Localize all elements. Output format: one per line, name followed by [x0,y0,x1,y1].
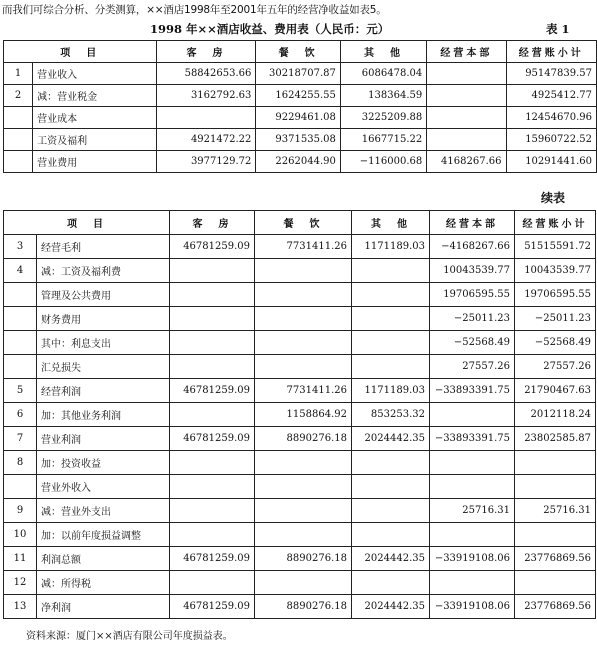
value-cell [255,307,352,331]
table-row [4,379,596,403]
value-cell: −33893391.75 [430,427,515,451]
column-header: 其 他 [340,41,426,63]
value-cell: −25011.23 [430,307,515,331]
value-cell: 46781259.09 [170,547,255,571]
table-row [4,547,596,571]
row-item-label: 营业成本 [33,107,156,129]
column-header: 项 目 [4,41,157,63]
value-cell [170,355,255,379]
value-cell: 3977129.72 [156,151,256,173]
table2-label: 续表 [541,191,566,205]
table-row [4,523,596,547]
value-cell: −52568.49 [515,331,596,355]
value-cell [170,451,255,475]
value-cell [515,523,596,547]
value-cell: 2024442.35 [352,547,430,571]
value-cell [515,475,596,499]
row-number: 2 [4,85,33,107]
row-item-label: 其中：利息支出 [37,331,170,355]
value-cell [170,571,255,595]
table-header-row [4,211,596,235]
row-number: 7 [4,427,37,451]
table-row [4,427,596,451]
row-number: 1 [4,63,33,85]
value-cell [352,259,430,283]
value-cell: 1158864.92 [255,403,352,427]
row-number: 12 [4,571,37,595]
table-row [4,451,596,475]
row-number [4,129,33,151]
table-row [4,403,596,427]
value-cell [255,571,352,595]
table-row [4,107,597,129]
table-row [4,283,596,307]
row-number: 3 [4,235,37,259]
table-row [4,63,597,85]
table-row [4,259,596,283]
value-cell: 1667715.22 [340,129,426,151]
value-cell: 10043539.77 [430,259,515,283]
row-number [4,151,33,173]
value-cell [170,523,255,547]
revenue-expense-table-continued [3,210,596,619]
row-item-label: 减：营业税金 [33,85,156,107]
table-row [4,595,596,619]
value-cell [255,523,352,547]
value-cell [352,331,430,355]
value-cell: 21790467.63 [515,379,596,403]
value-cell: 2012118.24 [515,403,596,427]
value-cell [430,475,515,499]
column-header: 经营本部 [430,211,515,235]
row-item-label: 加：以前年度损益调整 [37,523,170,547]
source-note: 资料来源：厦门××酒店有限公司年度损益表。 [26,631,233,642]
value-cell: 46781259.09 [170,427,255,451]
value-cell: 30218707.87 [256,63,340,85]
table-row [4,475,596,499]
value-cell: −4168267.66 [430,235,515,259]
value-cell: 4925412.77 [506,85,597,107]
row-item-label: 经营毛利 [37,235,170,259]
column-header: 经营本部 [427,41,506,63]
row-number: 4 [4,259,37,283]
value-cell: 27557.26 [430,355,515,379]
value-cell: 138364.59 [340,85,426,107]
value-cell: 2024442.35 [352,427,430,451]
value-cell: 1624255.55 [256,85,340,107]
column-header: 其 他 [352,211,430,235]
row-number: 11 [4,547,37,571]
value-cell: 51515591.72 [515,235,596,259]
table-row [4,85,597,107]
value-cell [170,259,255,283]
value-cell [255,259,352,283]
value-cell [430,403,515,427]
row-number [4,107,33,129]
value-cell: 9229461.08 [256,107,340,129]
value-cell: 25716.31 [430,499,515,523]
value-cell [170,475,255,499]
row-item-label: 汇兑损失 [37,355,170,379]
row-number: 9 [4,499,37,523]
value-cell: 853253.32 [352,403,430,427]
value-cell: 2262044.90 [256,151,340,173]
table-row [4,331,596,355]
value-cell: 8890276.18 [255,547,352,571]
table1-title: 1998 年××酒店收益、费用表（人民币：元） [150,22,390,36]
value-cell [170,283,255,307]
row-item-label: 管理及公共费用 [37,283,170,307]
value-cell: −116000.68 [340,151,426,173]
value-cell: 7731411.26 [255,379,352,403]
value-cell: 23776869.56 [515,595,596,619]
value-cell [255,499,352,523]
value-cell [255,451,352,475]
value-cell: 46781259.09 [170,235,255,259]
table1-label: 表 1 [546,22,570,36]
value-cell [515,451,596,475]
value-cell: 8890276.18 [255,595,352,619]
row-item-label: 营业收入 [33,63,156,85]
value-cell: 4168267.66 [427,151,506,173]
column-header: 餐 饮 [256,41,340,63]
row-number: 6 [4,403,37,427]
value-cell [170,499,255,523]
revenue-expense-table [3,40,597,173]
row-item-label: 加：其他业务利润 [37,403,170,427]
value-cell: 46781259.09 [170,595,255,619]
value-cell: −33919108.06 [430,547,515,571]
value-cell: 4921472.22 [156,129,256,151]
value-cell: 19706595.55 [515,283,596,307]
value-cell: 23802585.87 [515,427,596,451]
row-number: 10 [4,523,37,547]
value-cell [255,331,352,355]
table-row [4,235,596,259]
value-cell: 9371535.08 [256,129,340,151]
value-cell: −52568.49 [430,331,515,355]
column-header: 客 房 [156,41,256,63]
value-cell: 10043539.77 [515,259,596,283]
value-cell [255,475,352,499]
value-cell: 10291441.60 [506,151,597,173]
row-number: 8 [4,451,37,475]
row-item-label: 利润总额 [37,547,170,571]
value-cell: 1171189.03 [352,235,430,259]
row-item-label: 营业利润 [37,427,170,451]
value-cell [352,283,430,307]
value-cell [352,571,430,595]
value-cell [427,129,506,151]
table-row [4,151,597,173]
table-row [4,571,596,595]
value-cell [170,307,255,331]
row-item-label: 财务费用 [37,307,170,331]
value-cell [430,451,515,475]
value-cell: 3225209.88 [340,107,426,129]
value-cell: 8890276.18 [255,427,352,451]
value-cell: −25011.23 [515,307,596,331]
value-cell: 19706595.55 [430,283,515,307]
value-cell: 1171189.03 [352,379,430,403]
column-header: 项 目 [4,211,170,235]
value-cell: 25716.31 [515,499,596,523]
row-item-label: 营业费用 [33,151,156,173]
column-header: 餐 饮 [255,211,352,235]
value-cell: 7731411.26 [255,235,352,259]
table-row [4,499,596,523]
table-row [4,129,597,151]
row-item-label: 营业外收入 [37,475,170,499]
row-number [4,355,37,379]
value-cell: 46781259.09 [170,379,255,403]
value-cell: 15960722.52 [506,129,597,151]
value-cell [255,283,352,307]
value-cell [352,523,430,547]
row-number [4,331,37,355]
value-cell [430,571,515,595]
row-item-label: 经营利润 [37,379,170,403]
row-number [4,475,37,499]
value-cell: 23776869.56 [515,547,596,571]
row-item-label: 净利润 [37,595,170,619]
value-cell [170,331,255,355]
value-cell: 2024442.35 [352,595,430,619]
value-cell: −33919108.06 [430,595,515,619]
row-item-label: 减：营业外支出 [37,499,170,523]
column-header: 经营账小计 [515,211,596,235]
row-item-label: 减：工资及福利费 [37,259,170,283]
value-cell [427,107,506,129]
value-cell [352,451,430,475]
value-cell [427,63,506,85]
value-cell [352,307,430,331]
value-cell [156,107,256,129]
value-cell [352,475,430,499]
row-item-label: 加：投资收益 [37,451,170,475]
value-cell: 3162792.63 [156,85,256,107]
value-cell: 27557.26 [515,355,596,379]
value-cell [170,403,255,427]
value-cell: 58842653.66 [156,63,256,85]
row-number [4,307,37,331]
column-header: 经营账小计 [506,41,597,63]
value-cell [430,523,515,547]
value-cell: −33893391.75 [430,379,515,403]
value-cell [515,571,596,595]
row-item-label: 减：所得税 [37,571,170,595]
value-cell: 6086478.04 [340,63,426,85]
table-header-row [4,41,597,63]
column-header: 客 房 [170,211,255,235]
row-number [4,283,37,307]
intro-text: 而我们可综合分析、分类测算，××酒店1998年至2001年五年的经营净收益如表5。 [2,4,387,16]
value-cell [352,499,430,523]
row-number: 13 [4,595,37,619]
row-number: 5 [4,379,37,403]
row-item-label: 工资及福利 [33,129,156,151]
value-cell [352,355,430,379]
value-cell: 95147839.57 [506,63,597,85]
table-row [4,355,596,379]
table-row [4,307,596,331]
value-cell [427,85,506,107]
value-cell: 12454670.96 [506,107,597,129]
value-cell [255,355,352,379]
